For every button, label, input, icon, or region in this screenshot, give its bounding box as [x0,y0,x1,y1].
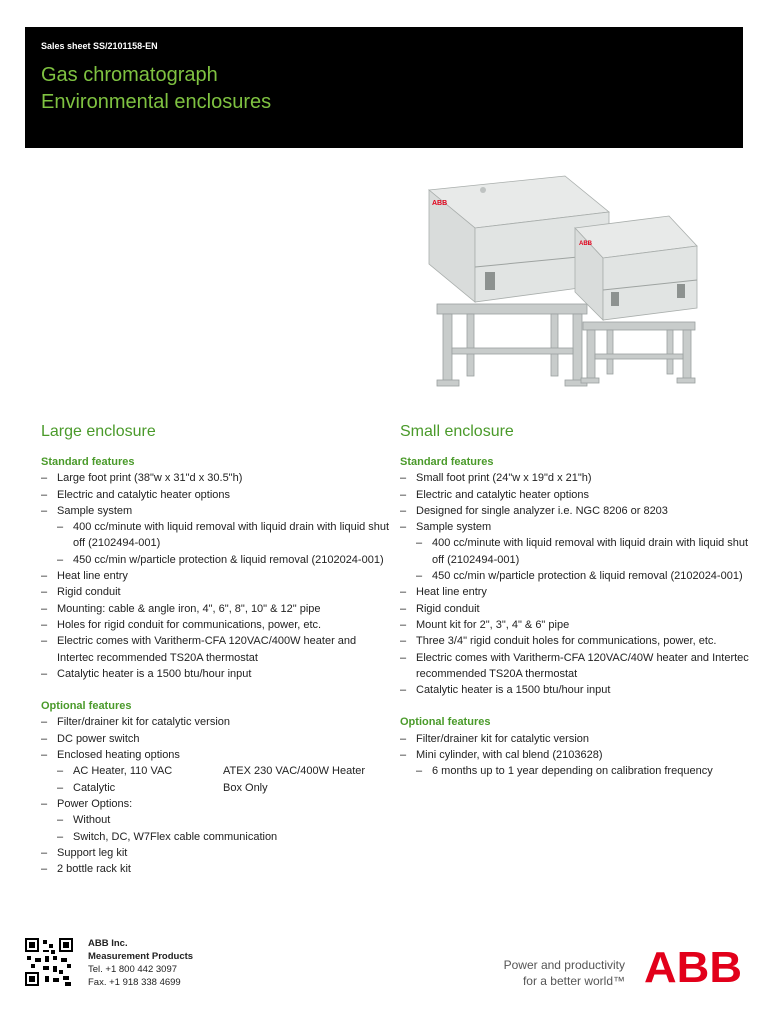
company-info [88,937,193,989]
svg-text:ABB: ABB [432,200,448,207]
list-item: – Electric and catalytic heater options [41,487,391,503]
list-item: – Electric comes with Varitherm-CFA 120VAC/40W heater and Intertec recommended TS20A thermostat [400,650,750,683]
list-subitem: – 400 cc/minute with liquid removal with liquid drain with liquid shut off (2102494-001) [41,519,391,552]
svg-text:ABB: ABB [579,241,592,247]
list-item: – Electric comes with Varitherm-CFA 120VAC/400W heater and Intertec recommended TS20A thermostat [41,633,391,666]
page-subtitle: Environmental enclosures [41,91,272,113]
page-title: Gas chromatograph [41,64,218,86]
list-item: – Power Options: [41,796,391,812]
slogan-line2: for a better world™ [522,974,625,988]
list-subitem: – 450 cc/min w/particle protection & liquid removal (2102024-001) [41,552,391,568]
svg-text:ABB: ABB [644,944,742,986]
list-item: – Enclosed heating options [41,747,391,763]
list-item: – Holes for rigid conduit for communications, power, etc. [41,617,391,633]
list-subitem: – 400 cc/minute with liquid removal with liquid drain with liquid shut off (2102494-001) [400,535,750,568]
company-tel: Tel. +1 800 442 3097 [88,964,178,975]
list-item: – Sample system [41,503,391,519]
slogan-line1: Power and productivity [503,958,625,972]
large-optional-heading: Optional features [41,700,132,713]
heating-option: – Catalytic [73,781,116,794]
list-item: – Three 3/4" rigid conduit holes for communications, power, etc. [400,633,750,649]
small-enclosure-section [400,422,750,780]
small-optional-heading: Optional features [400,716,491,729]
list-item: – Mounting: cable & angle iron, 4", 6", 8", 10" & 12" pipe [41,601,391,617]
large-enclosure-section [41,422,391,877]
list-subitem: – Switch, DC, W7Flex cable communication [41,829,391,845]
slogan [470,957,625,989]
sheet-id: Sales sheet SS/2101158-EN [41,41,158,51]
header-banner [25,27,743,148]
list-item: – Mini cylinder, with cal blend (2103628) [400,747,750,763]
heating-options-row [41,763,391,779]
heating-option: Box Only [223,781,268,794]
list-item: – 2 bottle rack kit [41,861,391,877]
abb-logo [644,944,742,986]
list-item: – Large foot print (38"w x 31"d x 30.5"h) [41,470,391,486]
company-division: Measurement Products [88,951,194,962]
qr-code-icon [25,938,73,986]
list-item: – Rigid conduit [400,601,750,617]
list-item: – DC power switch [41,731,391,747]
small-standard-heading: Standard features [400,456,494,468]
list-subitem: – Without [41,812,391,828]
list-item: – Filter/drainer kit for catalytic version [41,714,391,730]
list-item: – Mount kit for 2", 3", 4" & 6" pipe [400,617,750,633]
list-item: – Sample system [400,519,750,535]
company-name: ABB Inc. [88,938,128,949]
heating-option: ATEX 230 VAC/400W Heater [223,765,366,778]
large-enclosure-title: Large enclosure [41,423,156,440]
heating-option: – AC Heater, 110 VAC [73,765,173,778]
list-subitem: – 450 cc/min w/particle protection & liquid removal (2102024-001) [400,568,750,584]
list-item: – Catalytic heater is a 1500 btu/hour input [41,666,391,682]
list-item: – Electric and catalytic heater options [400,487,750,503]
enclosures-photo [415,172,715,394]
list-item: – Designed for single analyzer i.e. NGC 8206 or 8203 [400,503,750,519]
list-item: – Filter/drainer kit for catalytic version [400,731,750,747]
list-item: – Catalytic heater is a 1500 btu/hour input [400,682,750,698]
list-item: – Support leg kit [41,845,391,861]
list-item: – Heat line entry [41,568,391,584]
list-item: – Small foot print (24"w x 19"d x 21"h) [400,470,750,486]
list-item: – Heat line entry [400,584,750,600]
list-subitem: – 6 months up to 1 year depending on calibration frequency [400,763,750,779]
large-standard-heading: Standard features [41,456,135,468]
heating-options-row [41,780,391,796]
small-enclosure-title: Small enclosure [400,423,514,440]
list-item: – Rigid conduit [41,584,391,600]
company-fax: Fax. +1 918 338 4699 [88,977,181,988]
